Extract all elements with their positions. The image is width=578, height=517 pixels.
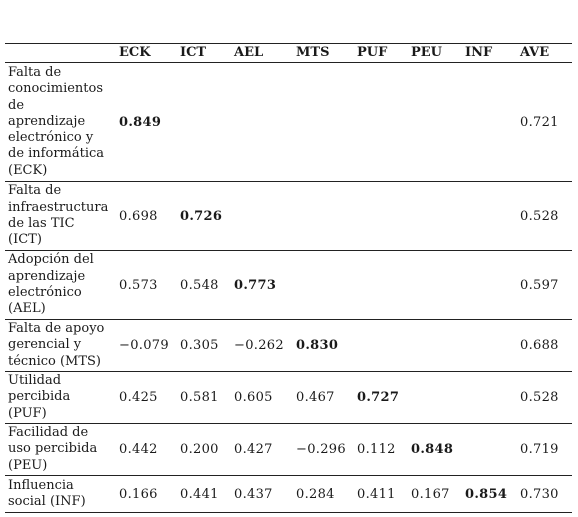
table-cell <box>293 63 354 182</box>
table-cell <box>462 182 517 251</box>
table-cell: 0.467 <box>293 372 354 424</box>
header-row <box>5 44 572 63</box>
table-cell-ave: 0.721 <box>517 63 572 182</box>
table-cell: 0.726 <box>177 182 231 251</box>
table-cell-ave: 0.528 <box>517 182 572 251</box>
header-cell-mts: MTS <box>293 44 354 63</box>
table-cell <box>408 320 462 372</box>
table-cell: 0.854 <box>462 476 517 513</box>
table-cell: 0.200 <box>177 424 231 476</box>
table-cell: −0.079 <box>116 320 177 372</box>
table-cell-ave: 0.688 <box>517 320 572 372</box>
row-label: Falta de apoyo gerencial y técnico (MTS) <box>5 320 116 372</box>
table-cell <box>462 251 517 320</box>
table-cell <box>462 424 517 476</box>
table-cell: 0.305 <box>177 320 231 372</box>
correlation-table <box>5 43 572 513</box>
table-cell: 0.427 <box>231 424 293 476</box>
table-cell-ave: 0.730 <box>517 476 572 513</box>
table-cell <box>354 182 408 251</box>
row-label: Facilidad de uso percibida (PEU) <box>5 424 116 476</box>
header-cell-eck: ECK <box>116 44 177 63</box>
table-row <box>5 424 572 476</box>
table-cell: 0.442 <box>116 424 177 476</box>
header-cell-ict: ICT <box>177 44 231 63</box>
table-cell: 0.830 <box>293 320 354 372</box>
table-cell: 0.727 <box>354 372 408 424</box>
row-label: Utilidad percibida (PUF) <box>5 372 116 424</box>
header-cell-blank <box>5 44 116 63</box>
table-cell: 0.581 <box>177 372 231 424</box>
header-cell-puf: PUF <box>354 44 408 63</box>
table-row <box>5 182 572 251</box>
table-cell <box>408 182 462 251</box>
table-cell <box>354 251 408 320</box>
table-row <box>5 320 572 372</box>
table-cell-ave: 0.528 <box>517 372 572 424</box>
table-cell: 0.605 <box>231 372 293 424</box>
table-cell <box>354 320 408 372</box>
row-label: Adopción del aprendizaje electrónico (AEL) <box>5 251 116 320</box>
table-cell <box>231 63 293 182</box>
table-cell <box>177 63 231 182</box>
table-cell <box>408 63 462 182</box>
header-cell-inf: INF <box>462 44 517 63</box>
table-cell <box>462 372 517 424</box>
table-cell: 0.848 <box>408 424 462 476</box>
table-row <box>5 476 572 513</box>
table-row <box>5 251 572 320</box>
table-cell: 0.411 <box>354 476 408 513</box>
table-cell <box>293 182 354 251</box>
table-cell: −0.262 <box>231 320 293 372</box>
header-cell-peu: PEU <box>408 44 462 63</box>
table-cell-ave: 0.719 <box>517 424 572 476</box>
table-cell: 0.166 <box>116 476 177 513</box>
row-label: Influencia social (INF) <box>5 476 116 513</box>
table-cell <box>408 372 462 424</box>
table-cell <box>462 320 517 372</box>
table-cell: 0.698 <box>116 182 177 251</box>
table-cell: −0.296 <box>293 424 354 476</box>
table-cell: 0.284 <box>293 476 354 513</box>
header-cell-ave: AVE <box>517 44 572 63</box>
table-cell <box>354 63 408 182</box>
table-cell <box>293 251 354 320</box>
table-cell <box>408 251 462 320</box>
row-label: Falta de infraestructura de las TIC (ICT) <box>5 182 116 251</box>
row-label: Falta de conocimientos de aprendizaje electrónico y de informática (ECK) <box>5 63 116 182</box>
table-cell: 0.849 <box>116 63 177 182</box>
table-cell: 0.773 <box>231 251 293 320</box>
table-cell <box>462 63 517 182</box>
table-cell-ave: 0.597 <box>517 251 572 320</box>
table-cell: 0.425 <box>116 372 177 424</box>
table-cell: 0.437 <box>231 476 293 513</box>
table-cell: 0.548 <box>177 251 231 320</box>
table-row <box>5 372 572 424</box>
table-cell: 0.167 <box>408 476 462 513</box>
table-cell <box>231 182 293 251</box>
table-cell: 0.573 <box>116 251 177 320</box>
table-row <box>5 63 572 182</box>
table-cell: 0.441 <box>177 476 231 513</box>
header-cell-ael: AEL <box>231 44 293 63</box>
table-cell: 0.112 <box>354 424 408 476</box>
